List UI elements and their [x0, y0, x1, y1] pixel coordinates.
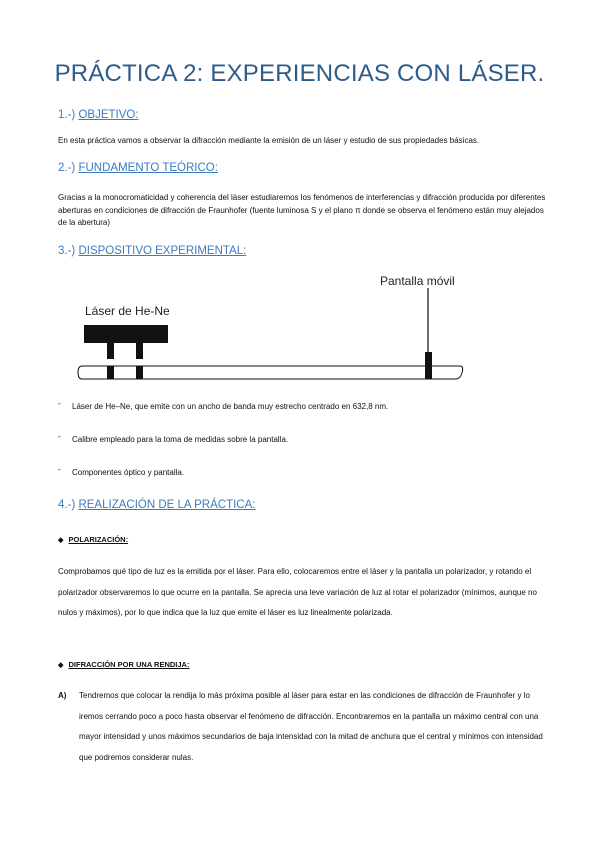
section-heading-fundamento — [58, 162, 218, 174]
list-item-text: Componentes óptico y pantalla. — [72, 468, 185, 477]
laser-support-left — [107, 343, 114, 359]
item-label: A) — [58, 691, 67, 700]
objetivo-paragraph: En esta práctica vamos a observar la difracción mediante la emisión de un láser y estudio de sus propiedades básicas. — [58, 136, 480, 145]
list-item-text: Láser de He–Ne, que emite con un ancho de banda muy estrecho centrado en 632,8 nm. — [72, 402, 389, 411]
subheading-difraccion — [58, 660, 189, 669]
section-heading-dispositivo — [58, 245, 246, 257]
section-heading-objetivo — [58, 109, 139, 121]
section-number: 1.-) — [58, 109, 76, 121]
experimental-setup-diagram — [70, 268, 470, 384]
page-title: PRÁCTICA 2: EXPERIENCIAS CON LÁSER. — [54, 60, 545, 87]
section-label: REALIZACIÓN DE LA PRÁCTICA: — [78, 499, 256, 511]
bench-slot-3 — [425, 366, 432, 379]
item-text: Tendremos que colocar la rendija lo más próxima posible al láser para estar en las condiciones de difracción de Fraunhofer y lo iremos cerrando poco a poco hasta observar el fenómeno de difracción. Encontraremos en la pantalla un máximo central con una mayor intensidad y unos máximos secundarios de baja intensidad con la mitad de anchura que el central y mínimos con intensidad que podremos considerar nulas. — [79, 691, 543, 762]
bench-slot-2 — [136, 366, 143, 379]
difraccion-item-a — [58, 686, 548, 768]
section-heading-realizacion — [58, 499, 255, 511]
diamond-bullet-icon: ◆ — [58, 537, 64, 544]
laser-body — [84, 325, 168, 343]
section-number: 4.-) — [58, 499, 76, 511]
laser-support-right — [136, 343, 143, 359]
section-label: OBJETIVO: — [78, 109, 139, 121]
subheading-label: POLARIZACIÓN: — [68, 535, 129, 544]
polarizacion-paragraph: Comprobamos qué tipo de luz es la emitida por el láser. Para ello, colocaremos entre el láser y la pantalla un polarizador, y rotando el polarizador observaremos lo que ocurre en la pantalla. Se aprecia una leve variación de luz al rotar el polarizador (mínimos, aunque no nulos y máximos), por lo que indica que la luz que emite el láser es luz linealmente polarizada. — [58, 567, 537, 617]
optical-bench — [78, 366, 463, 379]
bench-slot-1 — [107, 366, 114, 379]
screen-base — [425, 352, 432, 366]
subheading-label: DIFRACCIÓN POR UNA RENDIJA: — [68, 660, 190, 669]
list-item: - Láser de He–Ne, que emite con un ancho de banda muy estrecho centrado en 632,8 nm. — [58, 399, 389, 411]
section-label: FUNDAMENTO TEÓRICO: — [78, 162, 218, 174]
diamond-bullet-icon: ◆ — [58, 662, 64, 669]
list-item: - Componentes óptico y pantalla. — [58, 465, 185, 477]
list-item: - Calibre empleado para la toma de medidas sobre la pantalla. — [58, 432, 289, 444]
fundamento-paragraph: Gracias a la monocromaticidad y coherencia del láser estudiaremos los fenómenos de interferencias y difracción producida por diferentes aberturas en condiciones de difracción de Fraunhofer (fuente luminosa S y el plano π donde se observa el fenómeno están muy alejados de la abertura) — [58, 193, 546, 227]
list-item-text: Calibre empleado para la toma de medidas sobre la pantalla. — [72, 435, 289, 444]
screen-label: Pantalla móvil — [380, 274, 455, 288]
section-label: DISPOSITIVO EXPERIMENTAL: — [78, 245, 247, 257]
laser-label: Láser de He-Ne — [85, 304, 170, 318]
subheading-polarizacion — [58, 535, 128, 544]
section-number: 2.-) — [58, 162, 76, 174]
section-number: 3.-) — [58, 245, 76, 257]
